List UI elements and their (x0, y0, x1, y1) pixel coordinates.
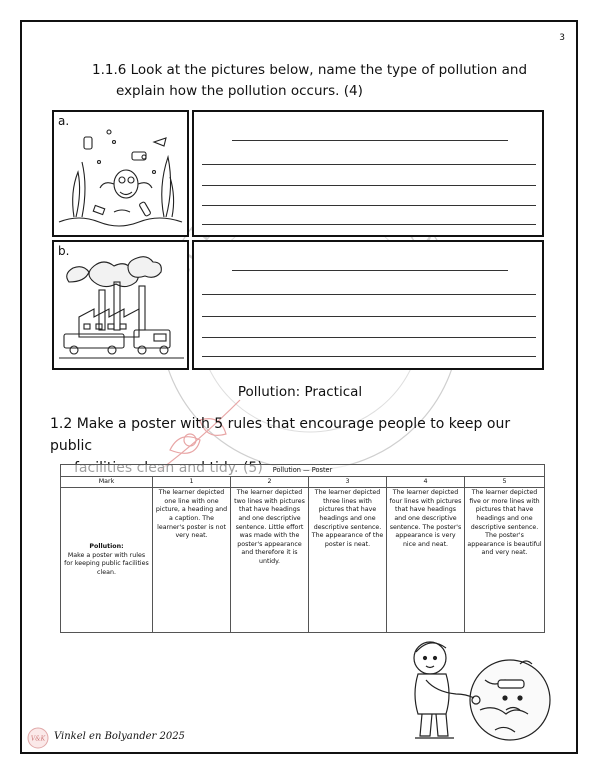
answer-line (202, 294, 536, 295)
rubric-header-1: 1 (153, 476, 231, 488)
ocean-pollution-icon (54, 112, 187, 235)
rubric-header-4: 4 (387, 476, 465, 488)
svg-text:V&K: V&K (30, 735, 46, 743)
answer-line (202, 224, 536, 225)
answer-line (232, 140, 508, 141)
rubric-descriptor-3: The learner depicted three lines with pictures that have headings and one descriptive sentence. The appearance of the poster is neat. (309, 488, 387, 633)
answer-line (202, 164, 536, 165)
page-number: 3 (559, 33, 565, 43)
question-1-1-6-line1: 1.1.6 Look at the pictures below, name the type of pollution and (92, 62, 528, 78)
answer-box-a[interactable] (192, 110, 544, 237)
answer-box-b[interactable] (192, 240, 544, 370)
rubric-header-3: 3 (309, 476, 387, 488)
picture-b-label: b. (58, 244, 70, 258)
rubric-header-5: 5 (465, 476, 545, 488)
rubric-caption-row (61, 465, 545, 477)
answer-line (202, 205, 536, 206)
question-1-1-6 (92, 60, 532, 102)
picture-a-label: a. (58, 114, 70, 128)
rubric-criterion-title: Pollution: (89, 543, 124, 550)
doctor-boy-with-sick-earth-icon (400, 630, 560, 748)
rubric-header-mark: Mark (61, 476, 153, 488)
picture-b-box (52, 240, 189, 370)
answer-line (202, 316, 536, 317)
answer-line (202, 356, 536, 357)
brand-logo (27, 727, 49, 749)
picture-a-box (52, 110, 189, 237)
rubric-criterion-row (61, 488, 545, 633)
rubric-criterion-cell (61, 488, 153, 633)
rubric-descriptor-1: The learner depicted one line with one picture, a heading and a caption. The learner's poster is not very neat. (153, 488, 231, 633)
rubric-table (60, 464, 545, 633)
rubric-header-2: 2 (231, 476, 309, 488)
section-title: Pollution: Practical (237, 384, 363, 400)
rubric-criterion-text: Make a poster with rules for keeping public facilities clean. (64, 551, 149, 576)
answer-line (232, 270, 508, 271)
rubric-descriptor-2: The learner depicted two lines with pictures that have headings and one descriptive sentence. Little effort was made with the poster's appearance and therefore it is untidy. (231, 488, 309, 633)
answer-line (202, 337, 536, 338)
factory-air-pollution-icon (54, 242, 187, 368)
rubric-caption: Pollution — Poster (61, 465, 545, 477)
rubric-descriptor-5: The learner depicted five or more lines with pictures that have headings and one descriptive sentence. The poster's appearance is beautiful and very neat. (465, 488, 545, 633)
answer-line (202, 185, 536, 186)
question-1-1-6-line2: explain how the pollution occurs. (4) (116, 83, 363, 99)
rubric-descriptor-4: The learner depicted four lines with pictures that have headings and one descriptive sentence. The poster's appearance is very nice and neat. (387, 488, 465, 633)
footer-brand: Vinkel en Bolyander 2025 (54, 731, 185, 742)
rubric-header-row (61, 476, 545, 488)
question-1-2-line1: 1.2 Make a poster with 5 rules that encourage people to keep our public (50, 416, 511, 454)
